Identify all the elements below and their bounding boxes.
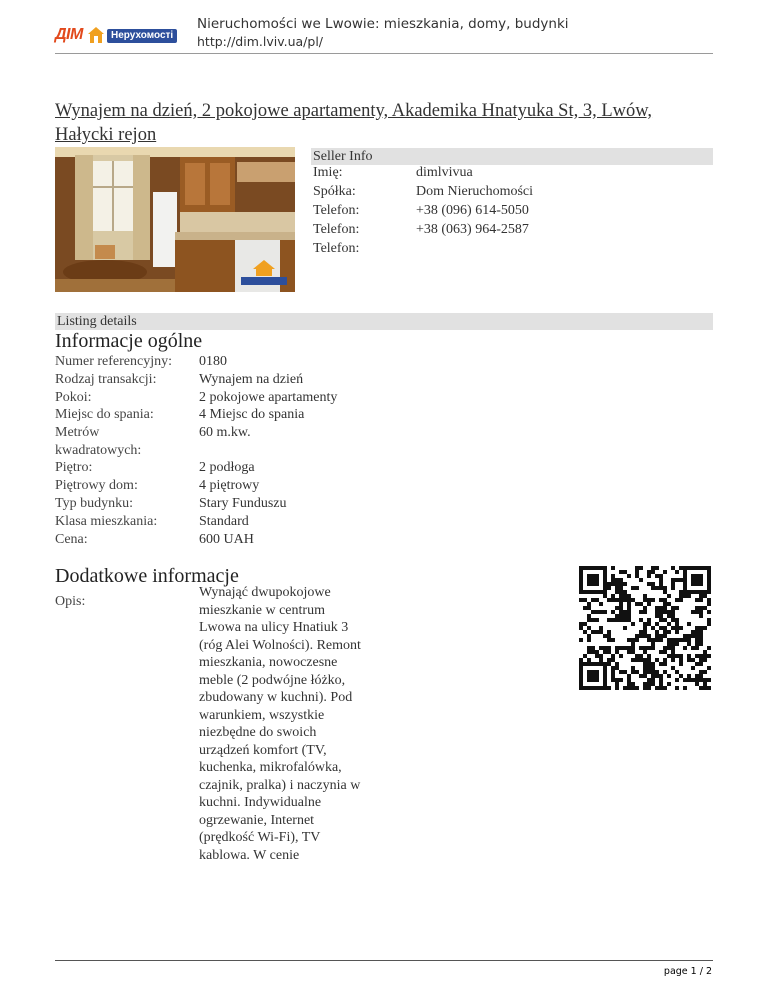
- logo-dim-text: ДІМ: [55, 26, 83, 43]
- general-info-heading: Informacje ogólne: [55, 330, 203, 352]
- seller-label-phone-2: Telefon:: [313, 222, 360, 237]
- detail-label-floors-total: Piętrowy dom:: [55, 478, 138, 493]
- site-url-link[interactable]: http://dim.lviv.ua/pl/: [197, 34, 324, 49]
- seller-value-name: dimlvivua: [416, 165, 473, 180]
- detail-value-class: Standard: [199, 514, 249, 529]
- detail-label-building-type: Typ budynku:: [55, 496, 133, 511]
- site-logo[interactable]: [55, 26, 182, 46]
- detail-value-price: 600 UAH: [199, 532, 254, 547]
- description-label: Opis:: [55, 594, 86, 609]
- listing-photo[interactable]: [55, 147, 295, 292]
- detail-value-building-type: Stary Funduszu: [199, 496, 287, 511]
- seller-label-phone-3: Telefon:: [313, 241, 360, 256]
- detail-value-sleeping: 4 Miejsc do spania: [199, 407, 305, 422]
- detail-value-floor: 2 podłoga: [199, 460, 255, 475]
- page-header: [55, 14, 713, 54]
- logo-band-text: Нерухомості: [107, 29, 177, 43]
- detail-value-floors-total: 4 piętrowy: [199, 478, 260, 493]
- detail-label-class: Klasa mieszkania:: [55, 514, 158, 529]
- listing-title-link[interactable]: Wynajem na dzień, 2 pokojowe apartamenty, Akademika Hnatyuka St, 3, Lwów, Hałycki rejon: [55, 101, 653, 145]
- detail-label-area: Metrów kwadratowych:: [55, 425, 142, 458]
- detail-label-floor: Piętro:: [55, 460, 93, 475]
- footer-divider: [55, 960, 713, 961]
- qr-code-icon[interactable]: [578, 566, 712, 690]
- detail-value-transaction: Wynajem na dzień: [199, 372, 304, 387]
- description-text: Wynająć dwupokojowe mieszkanie w centrum Lwowa na ulicy Hnatiuk 3 (róg Alei Wolności). Remont mieszkania, nowoczesne meble (2 podwójne łóżko, zbudowany w kuchni). Pod warunkiem, wszystkie niezbędne do swoich urządzeń komfort (TV, kuchenka, mikrofalówka, czajnik, pralka) i naczynia w kuchni. Indywidualne ogrzewanie, Internet (prędkość Wi-Fi), TV kablowa. W cenie: [199, 585, 361, 863]
- site-title: Nieruchomości we Lwowie: mieszkania, domy, budynki: [197, 16, 569, 32]
- house-icon: [87, 26, 105, 44]
- seller-label-company: Spółka:: [313, 184, 356, 199]
- seller-info-header: Seller Info: [311, 148, 713, 165]
- extra-info-heading: Dodatkowe informacje: [55, 565, 239, 587]
- detail-label-ref: Numer referencyjny:: [55, 354, 172, 369]
- seller-value-phone-2[interactable]: +38 (063) 964-2587: [416, 222, 529, 237]
- detail-value-ref: 0180: [199, 354, 227, 369]
- page-number: page 1 / 2: [663, 966, 712, 977]
- detail-label-rooms: Pokoi:: [55, 390, 92, 405]
- listing-details-bar: Listing details: [55, 313, 713, 330]
- seller-label-name: Imię:: [313, 165, 343, 180]
- seller-value-company: Dom Nieruchomości: [416, 184, 534, 199]
- watermark-logo-icon: [239, 258, 289, 288]
- detail-label-transaction: Rodzaj transakcji:: [55, 372, 157, 387]
- detail-value-area: 60 m.kw.: [199, 425, 251, 440]
- seller-value-phone-1[interactable]: +38 (096) 614-5050: [416, 203, 529, 218]
- detail-value-rooms: 2 pokojowe apartamenty: [199, 390, 338, 405]
- seller-label-phone-1: Telefon:: [313, 203, 360, 218]
- detail-label-price: Cena:: [55, 532, 88, 547]
- detail-label-sleeping: Miejsc do spania:: [55, 407, 154, 422]
